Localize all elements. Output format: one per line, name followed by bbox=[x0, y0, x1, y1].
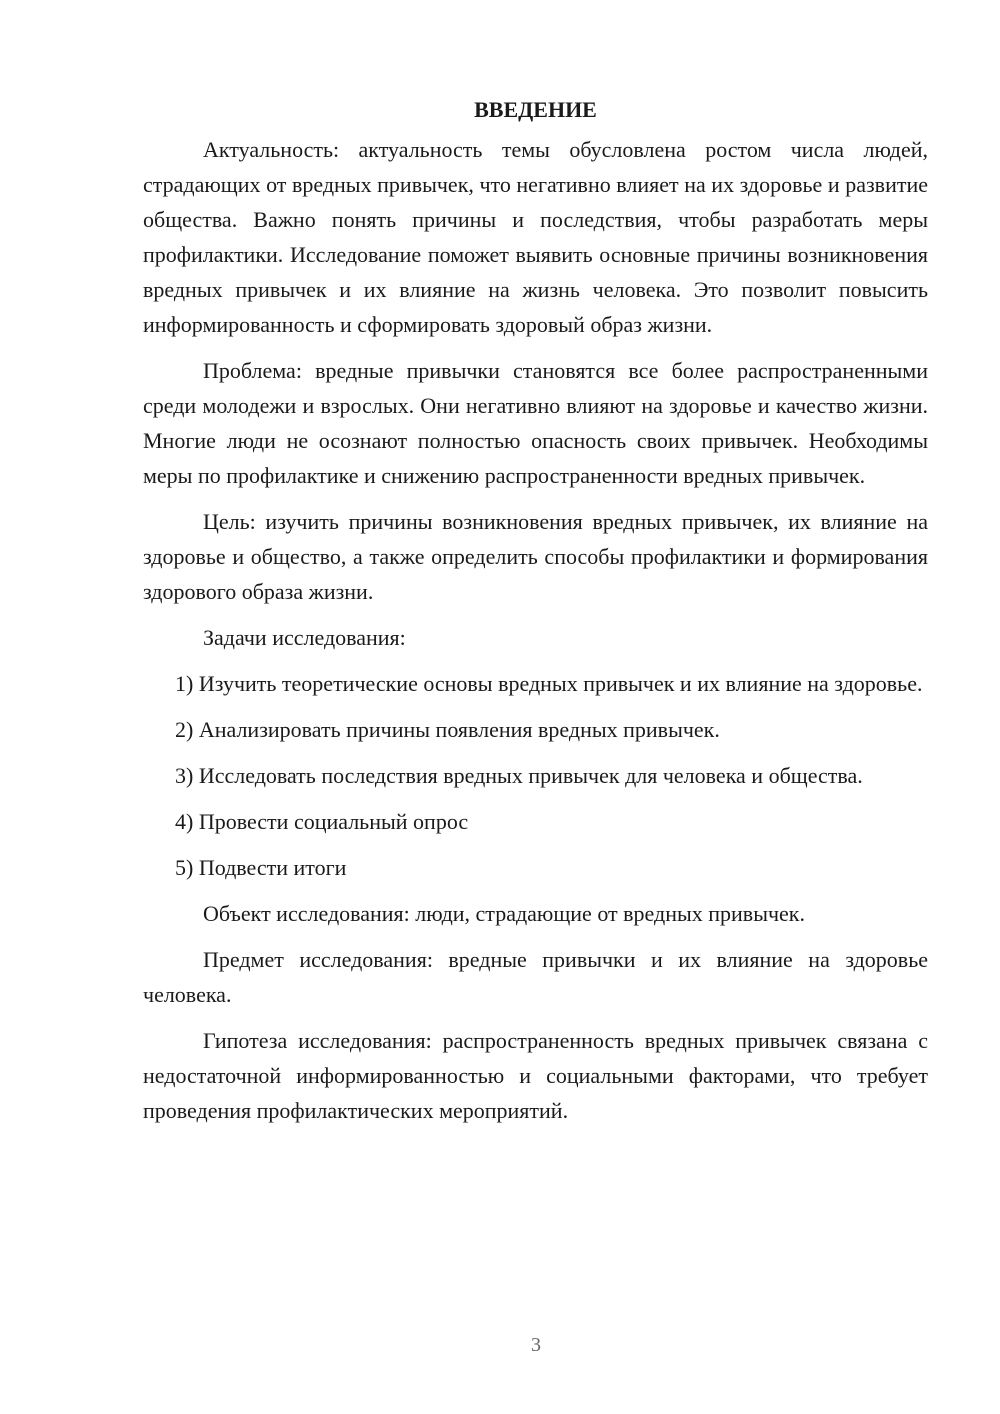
task-item: 3) Исследовать последствия вредных привычек для человека и общества. bbox=[175, 763, 863, 788]
subject-paragraph: Предмет исследования: вредные привычки и их влияние на здоровье человека. bbox=[143, 947, 928, 1007]
task-item: 2) Анализировать причины появления вредных привычек. bbox=[175, 717, 720, 742]
page-number: 3 bbox=[531, 1334, 541, 1356]
task-item: 1) Изучить теоретические основы вредных привычек и их влияние на здоровье. bbox=[175, 671, 923, 696]
relevance-paragraph: Актуальность: актуальность темы обусловлена ростом числа людей, страдающих от вредных привычек, что негативно влияет на их здоровье и развитие общества. Важно понять причины и последствия, чтобы разработать меры профилактики. Исследование поможет выявить основные причины возникновения вредных привычек и их влияние на жизнь человека. Это позволит повысить информированность и сформировать здоровый образ жизни. bbox=[143, 137, 928, 337]
tasks-heading: Задачи исследования: bbox=[203, 625, 406, 650]
goal-paragraph: Цель: изучить причины возникновения вредных привычек, их влияние на здоровье и общество, а также определить способы профилактики и формирования здорового образа жизни. bbox=[143, 509, 928, 604]
document-page bbox=[143, 92, 928, 1139]
task-item: 4) Провести социальный опрос bbox=[175, 809, 469, 834]
object-paragraph: Объект исследования: люди, страдающие от вредных привычек. bbox=[203, 901, 805, 926]
section-title: ВВЕДЕНИЕ bbox=[474, 97, 597, 122]
hypothesis-paragraph: Гипотеза исследования: распространенность вредных привычек связана с недостаточной информированностью и социальными факторами, что требует проведения профилактических мероприятий. bbox=[143, 1028, 928, 1123]
task-item: 5) Подвести итоги bbox=[175, 855, 347, 880]
problem-paragraph: Проблема: вредные привычки становятся все более распространенными среди молодежи и взрослых. Они негативно влияют на здоровье и качество жизни. Многие люди не осознают полностью опасность своих привычек. Необходимы меры по профилактике и снижению распространенности вредных привычек. bbox=[143, 358, 928, 488]
